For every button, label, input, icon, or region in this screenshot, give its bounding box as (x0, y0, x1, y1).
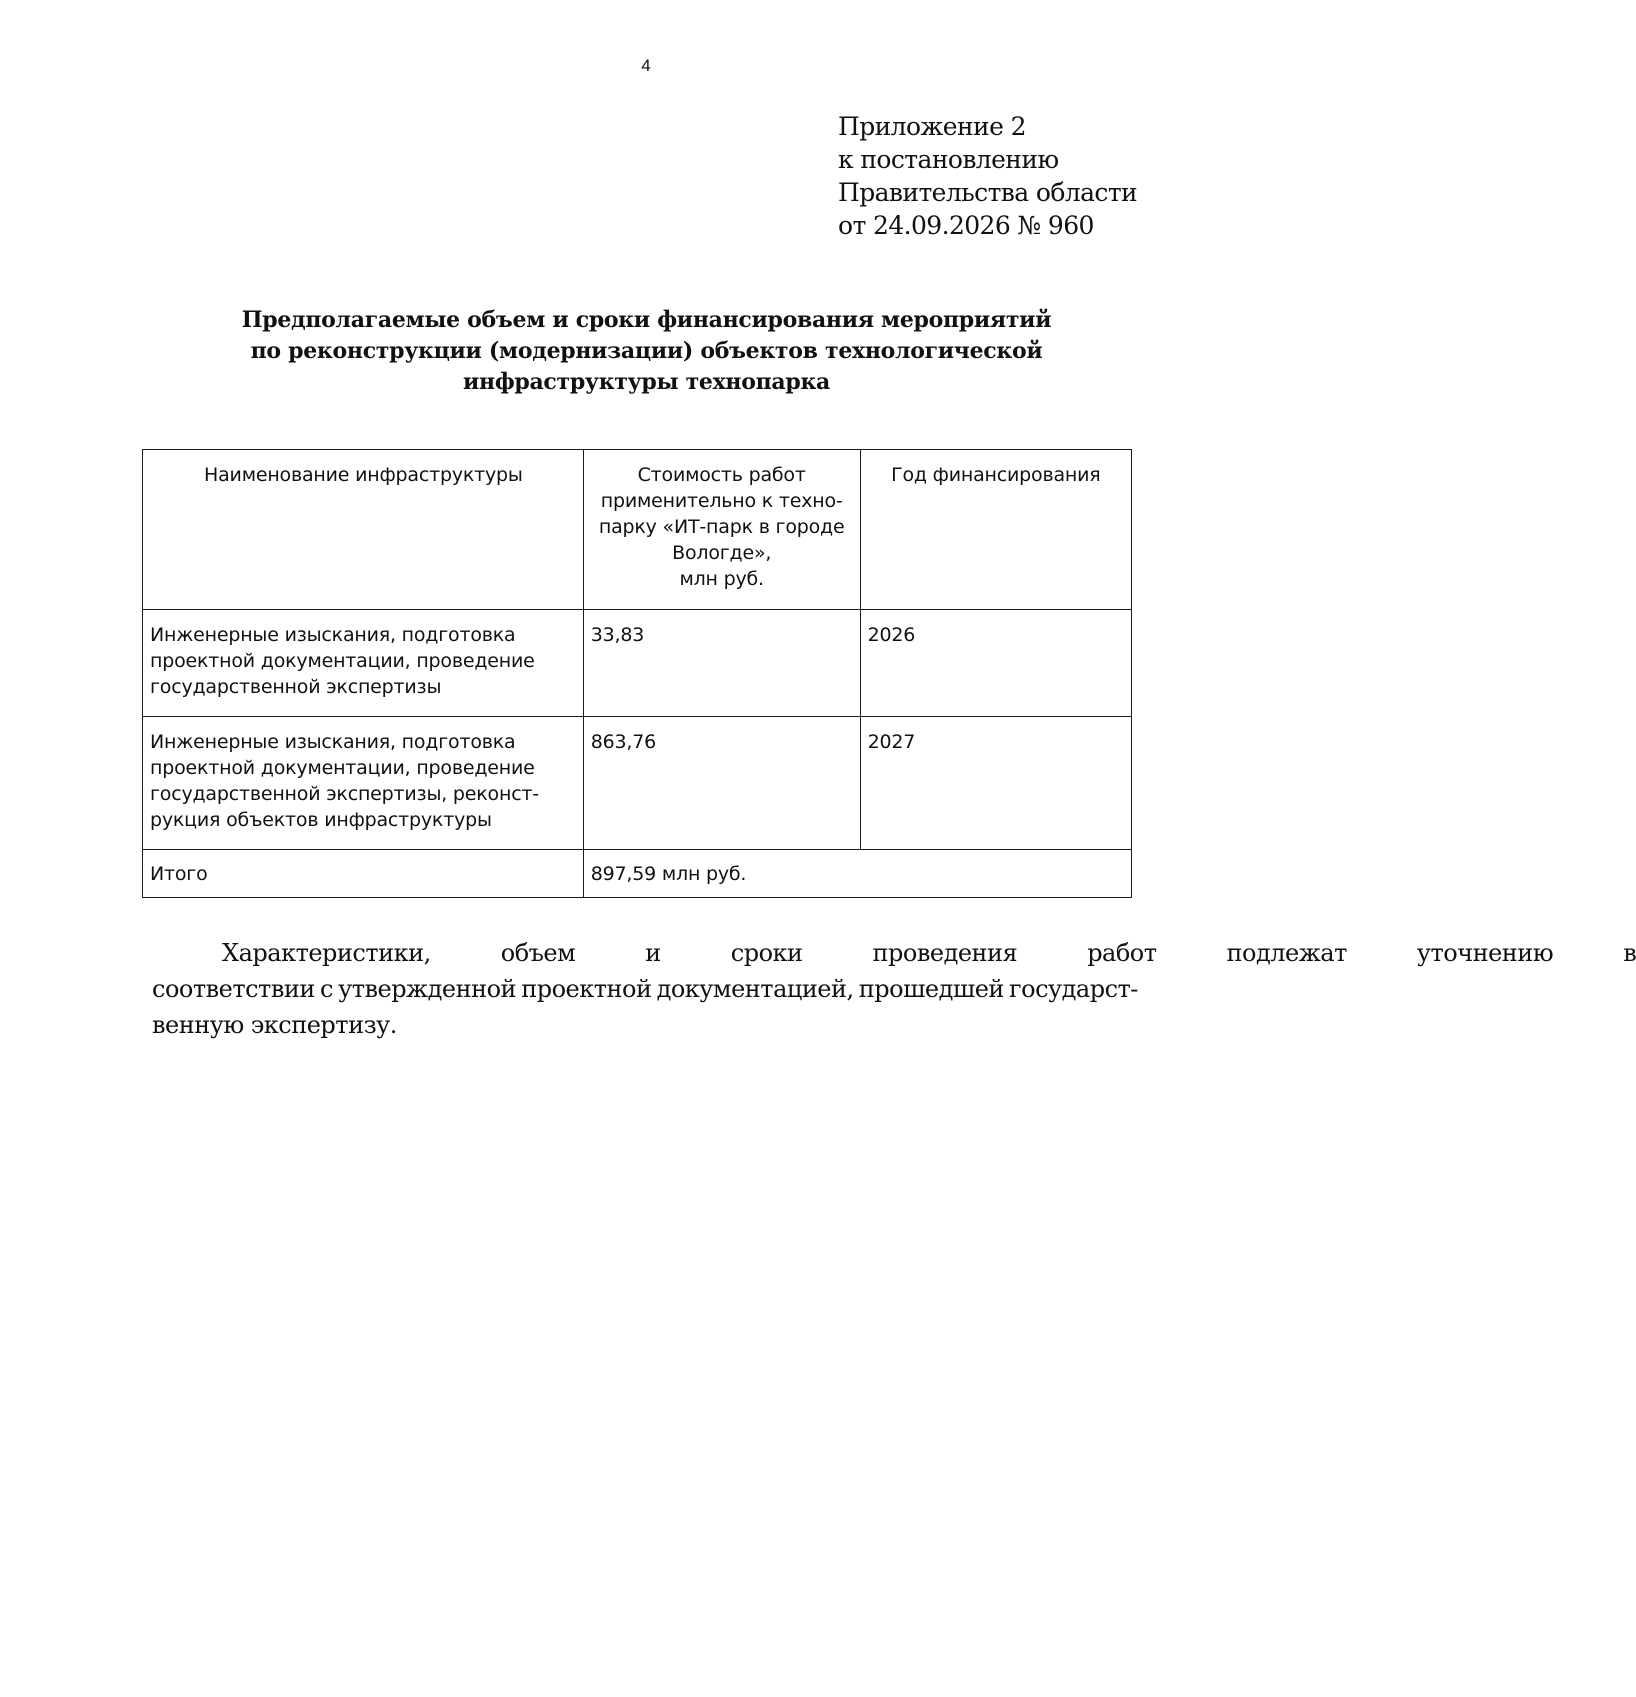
title-line: Предполагаемые объем и сроки финансирования мероприятий (241, 307, 1052, 333)
appendix-heading (838, 110, 1137, 242)
note-word: прошедшей (858, 975, 1004, 1003)
header-financing-year: Год финансирования (860, 450, 1131, 610)
note-word: в (1623, 939, 1636, 967)
header-cost-line: Вологде», (672, 542, 772, 564)
header-cost-line: применительно к техно- (600, 490, 843, 512)
table-row (143, 717, 1132, 850)
note-word: документацией, (656, 975, 854, 1003)
note-word: уточнению (1416, 939, 1554, 967)
appendix-line: от 24.09.2026 № 960 (838, 211, 1094, 240)
appendix-line: Приложение 2 (838, 112, 1026, 141)
funding-table (142, 449, 1132, 898)
header-cost (583, 450, 860, 610)
header-cost-line: парку «ИТ-парк в городе (598, 516, 845, 538)
cell-infrastructure-name (143, 717, 584, 850)
note-line: венную экспертизу. (152, 1011, 397, 1039)
table-total-row (143, 850, 1132, 898)
cell-text-line: проектной документации, проведение (150, 757, 535, 779)
cell-text-line: Инженерные изыскания, подготовка (150, 731, 516, 753)
cell-cost: 863,76 (583, 717, 860, 850)
note-line (152, 935, 1636, 971)
cell-text-line: государственной экспертизы, реконст- (150, 783, 539, 805)
cell-text-line: Инженерные изыскания, подготовка (150, 624, 516, 646)
title-line: по реконструкции (модернизации) объектов технологической (250, 338, 1043, 364)
note-word: работ (1087, 939, 1157, 967)
note-word: объем (500, 939, 576, 967)
cell-year: 2026 (860, 610, 1131, 717)
table-row (143, 610, 1132, 717)
appendix-line: Правительства области (838, 178, 1138, 207)
cell-text-line: рукция объектов инфраструктуры (150, 809, 492, 831)
note-word: Характеристики, (222, 939, 431, 967)
total-value: 897,59 млн руб. (583, 850, 1131, 898)
page-number: 4 (641, 56, 651, 75)
note-word: проектной (521, 975, 652, 1003)
note-word: утвержденной (338, 975, 517, 1003)
header-cost-line: млн руб. (679, 568, 764, 590)
title-line: инфраструктуры технопарка (463, 369, 830, 395)
cell-year: 2027 (860, 717, 1131, 850)
note-line (152, 971, 1138, 1007)
cell-text-line: государственной экспертизы (150, 676, 442, 698)
note-word: подлежат (1226, 939, 1347, 967)
appendix-line: к постановлению (838, 145, 1059, 174)
note-word: проведения (872, 939, 1018, 967)
cell-text-line: проектной документации, проведение (150, 650, 535, 672)
table-header-row (143, 450, 1132, 610)
header-infrastructure-name: Наименование инфраструктуры (143, 450, 584, 610)
note-word: соответствии (152, 975, 315, 1003)
note-word: с (319, 975, 333, 1003)
note-word: и (645, 939, 661, 967)
note-word: сроки (730, 939, 803, 967)
note-paragraph (152, 935, 1636, 1043)
total-label: Итого (143, 850, 584, 898)
cell-infrastructure-name (143, 610, 584, 717)
header-cost-line: Стоимость работ (637, 464, 806, 486)
note-word: государст- (1009, 975, 1138, 1003)
cell-cost: 33,83 (583, 610, 860, 717)
document-title (143, 305, 1150, 398)
